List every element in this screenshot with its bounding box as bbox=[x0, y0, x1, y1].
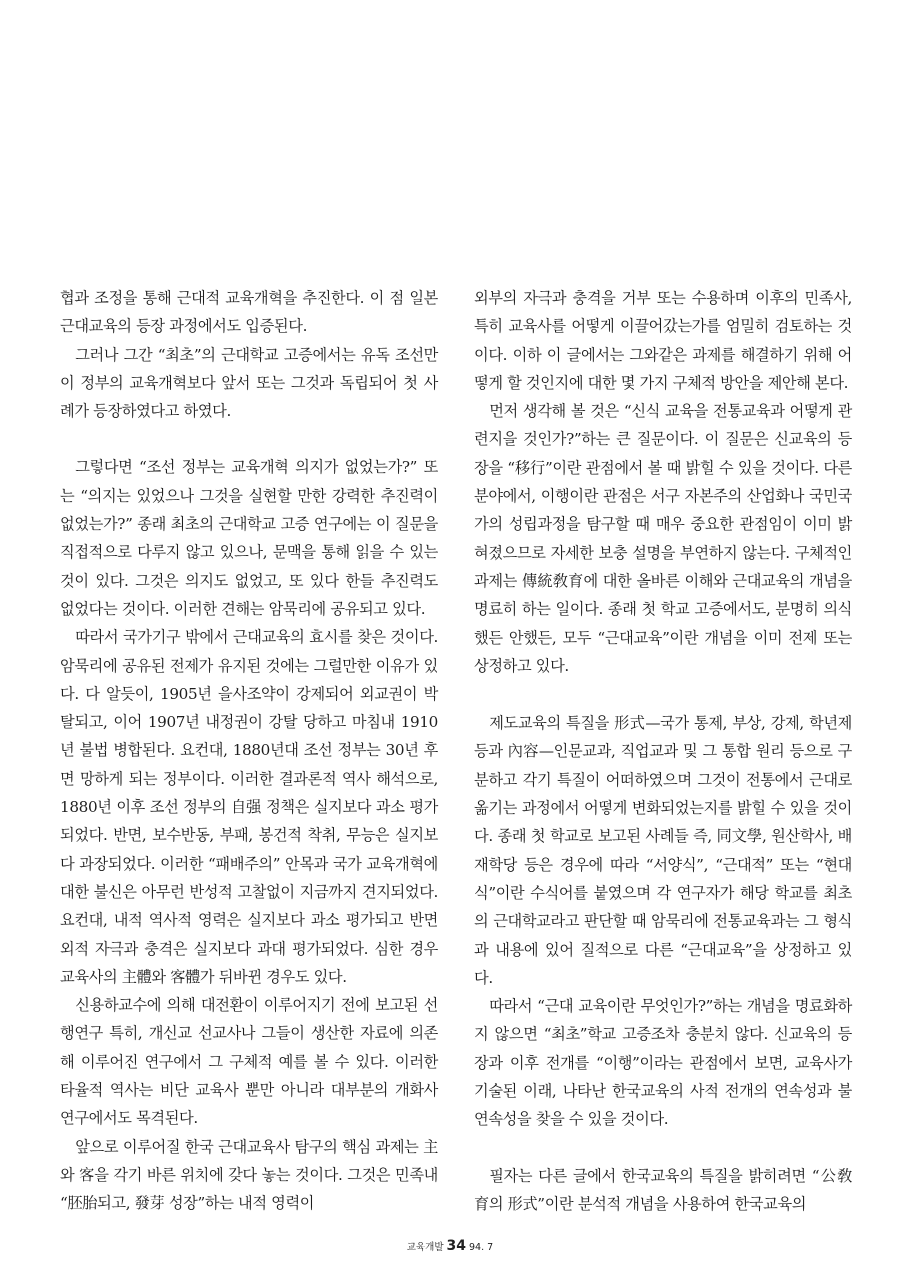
page-number: 34 bbox=[446, 1238, 466, 1254]
paragraph: 외부의 자극과 충격을 거부 또는 수용하며 이후의 민족사, 특히 교육사를 어떻게 이끌어갔는가를 엄밀히 검토하는 것이다. 이하 이 글에서는 그와같은 과제를 해결하기 위해 어떻게 할 것인지에 대한 몇 가지 구체적 방안을 제안해 본다. bbox=[474, 289, 852, 392]
paragraph: 먼저 생각해 볼 것은 “신식 교육을 전통교육과 어떻게 관련지을 것인가?”하는 큰 질문이다. 이 질문은 신교육의 등장을 “移行”이란 관점에서 볼 때 밝힐 수 있을 것이다. 다른 분야에서, 이행이란 관점은 서구 자본주의 산업화나 국민국가의 성립과정을 탐구할 때 매우 중요한 관점임이 이미 밝혀졌으므로 자세한 보충 설명을 부연하지 않는다. 구체적인 과제는 傳統敎育에 대한 올바른 이해와 근대교육의 개념을 명료히 하는 일이다. 종래 첫 학교 고증에서도, 분명히 의식했든 안했든, 모두 “근대교육”이란 개념을 이미 전제 또는 상정하고 있다. bbox=[474, 402, 852, 675]
paragraph: 따라서 국가기구 밖에서 근대교육의 효시를 찾은 것이다. 암묵리에 공유된 전제가 유지된 것에는 그럴만한 이유가 있다. 다 알듯이, 1905년 을사조약이 강제되어 외교권이 박탈되고, 이어 1907년 내정권이 강탈 당하고 마침내 1910년 불법 병합된다. 요컨대, 1880년대 조선 정부는 30년 후면 망하게 되는 정부이다. 이러한 결과론적 역사 해석으로, 1880년 이후 조선 정부의 自强 정책은 실지보다 과소 평가되었다. 반면, 보수반동, 부패, 봉건적 착취, 무능은 실지보다 과장되었다. 이러한 “패배주의” 안목과 국가 교육개혁에 대한 불신은 아무런 반성적 고찰없이 지금까지 견지되었다. 요컨대, 내적 역사적 영력은 실지보다 과소 평가되고 반면 외적 자극과 충격은 실지보다 과대 평가되었다. 심한 경우 교육사의 主體와 客體가 뒤바뀐 경우도 있다. bbox=[60, 628, 438, 986]
left-column bbox=[60, 284, 438, 1218]
paragraph: 앞으로 이루어질 한국 근대교육사 탐구의 핵심 과제는 主와 客을 각기 바른 위치에 갖다 놓는 것이다. 그것은 민족내 “胚胎되고, 發芽 성장”하는 내적 영력이 bbox=[60, 1137, 438, 1213]
right-column bbox=[474, 284, 852, 1218]
paragraph: 그렇다면 “조선 정부는 교육개혁 의지가 없었는가?” 또는 “의지는 있었으나 그것을 실현할 만한 강력한 추진력이 없었는가?” 종래 최초의 근대학교 고증 연구에는 이 질문을 직접적으로 다루지 않고 있으나, 문맥을 통해 읽을 수 있는 것이 있다. 그것은 의지도 없었고, 또 있다 한들 추진력도 없었다는 것이다. 이러한 견해는 암묵리에 공유되고 있다. bbox=[60, 458, 438, 618]
issue-date: 94. 7 bbox=[469, 1242, 494, 1253]
magazine-name: 교육개발 bbox=[406, 1242, 444, 1253]
paragraph: 협과 조정을 통해 근대적 교육개혁을 추진한다. 이 점 일본 근대교육의 등장 과정에서도 입증된다. bbox=[60, 289, 438, 336]
page-footer bbox=[0, 1238, 900, 1254]
paragraph: 필자는 다른 글에서 한국교육의 특질을 밝히려면 “公敎育의 形式”이란 분석적 개념을 사용하여 한국교육의 bbox=[474, 1166, 852, 1213]
paragraph: 그러나 그간 “최초”의 근대학교 고증에서는 유독 조선만이 정부의 교육개혁보다 앞서 또는 그것과 독립되어 첫 사례가 등장하였다고 하였다. bbox=[60, 345, 438, 421]
paragraph: 따라서 “근대 교육이란 무엇인가?”하는 개념을 명료화하지 않으면 “최초”학교 고증조차 충분치 않다. 신교육의 등장과 이후 전개를 “이행”이라는 관점에서 보면, 교육사가 기술된 이래, 나타난 한국교육의 사적 전개의 연속성과 불연속성을 찾을 수 있을 것이다. bbox=[474, 997, 852, 1129]
paragraph: 제도교육의 특질을 形式—국가 통제, 부상, 강제, 학년제 등과 內容—인문교과, 직업교과 및 그 통합 원리 등으로 구분하고 각기 특질이 어떠하였으며 그것이 전통에서 근대로 옮기는 과정에서 어떻게 변화되었는지를 밝힐 수 있을 것이다. 종래 첫 학교로 보고된 사례들 즉, 同文學, 원산학사, 배재학당 등은 경우에 따라 “서양식”, “근대적” 또는 “현대식”이란 수식어를 붙였으며 각 연구자가 해당 학교를 최초의 근대학교라고 판단할 때 암묵리에 전통교육과는 그 형식과 내용에 있어 질적으로 다른 “근대교육”을 상정하고 있다. bbox=[474, 714, 852, 987]
paragraph: 신용하교수에 의해 대전환이 이루어지기 전에 보고된 선행연구 특히, 개신교 선교사나 그들이 생산한 자료에 의존해 이루어진 연구에서 그 구체적 예를 볼 수 있다. 이러한 타율적 역사는 비단 교육사 뿐만 아니라 대부분의 개화사 연구에서도 목격된다. bbox=[60, 996, 438, 1128]
